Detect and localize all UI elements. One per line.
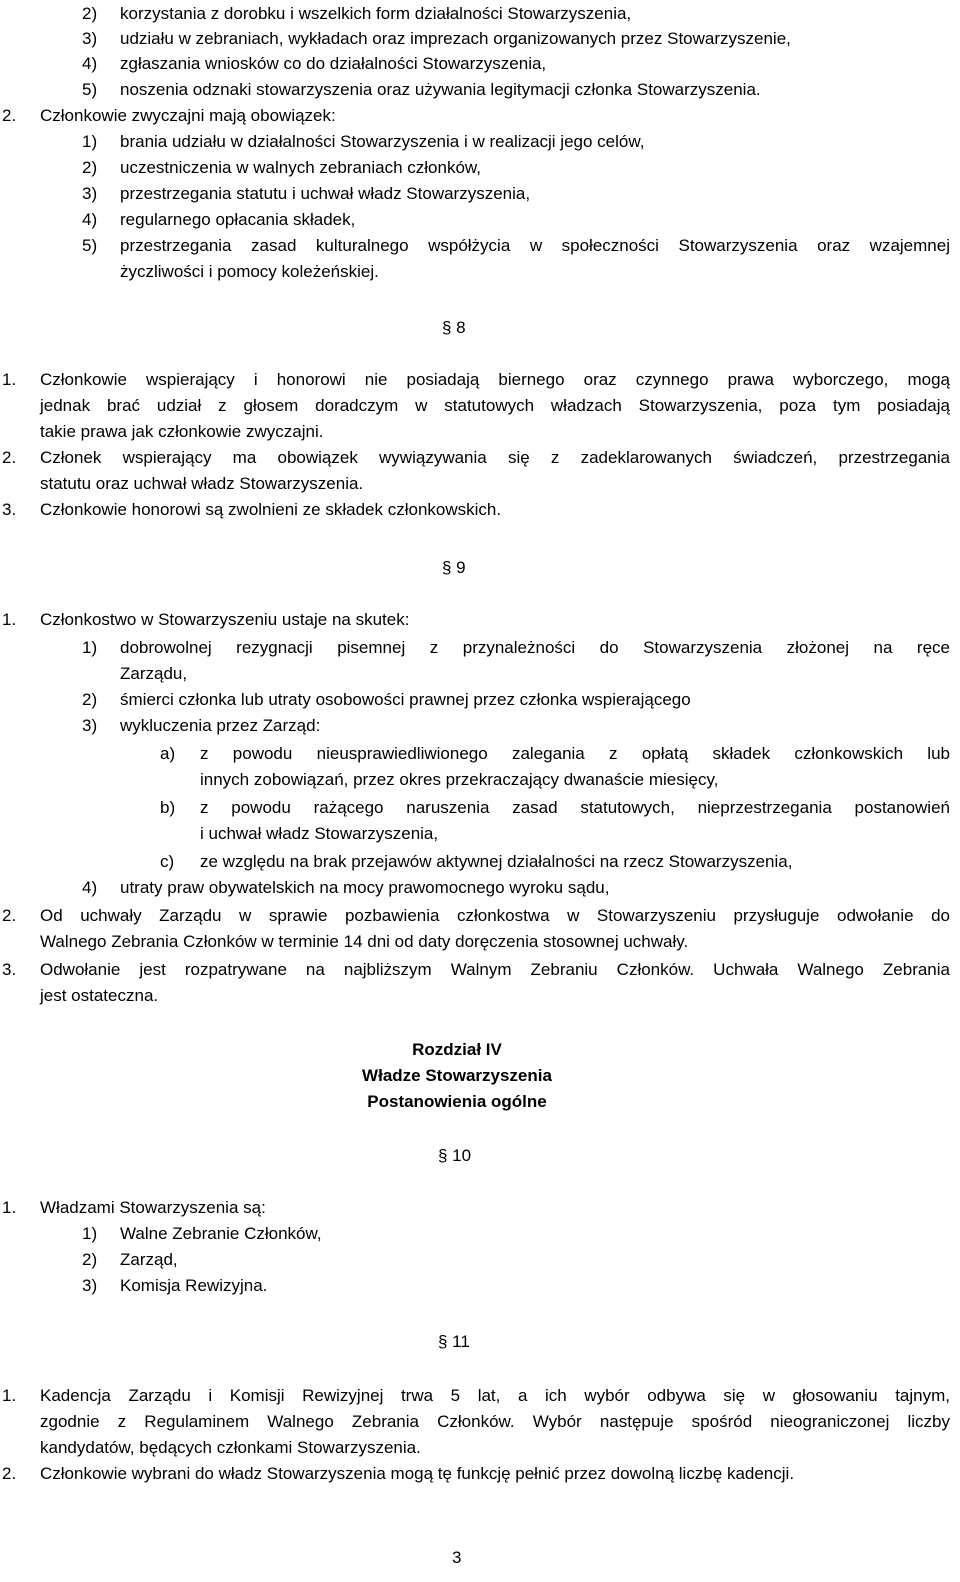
list-item: dobrowolnej rezygnacji pisemnej z przynależności do Stowarzyszenia złożonej na ręce — [120, 638, 950, 657]
list-item: zgłaszania wniosków co do działalności Stowarzyszenia, — [120, 54, 547, 73]
paragraph-text: jednak brać udział z głosem doradczym w statutowych władzach Stowarzyszenia, poza tym posiadają — [40, 396, 950, 415]
list-item: korzystania z dorobku i wszelkich form działalności Stowarzyszenia, — [120, 4, 632, 23]
list-number: 2) — [82, 1250, 98, 1269]
chapter-title: Władze Stowarzyszenia — [362, 1066, 552, 1085]
paragraph-text: statutu oraz uchwał władz Stowarzyszenia. — [40, 474, 364, 493]
sublist-item: z powodu rażącego naruszenia zasad statutowych, nieprzestrzegania postanowień — [200, 798, 950, 817]
sublist-letter: b) — [160, 798, 176, 817]
paragraph-number: 2. — [2, 106, 17, 125]
sublist-item-continuation: innych zobowiązań, przez okres przekraczający dwanaście miesięcy, — [200, 770, 719, 789]
list-item: przestrzegania zasad kulturalnego współżycia w społeczności Stowarzyszenia oraz wzajemnej — [120, 236, 950, 255]
section-heading: § 11 — [438, 1332, 470, 1351]
paragraph-number: 3. — [2, 960, 17, 979]
section-heading: § 10 — [438, 1146, 472, 1165]
list-number: 1) — [82, 132, 98, 151]
page-number: 3 — [452, 1548, 462, 1567]
paragraph-text: Członkowie wspierający i honorowi nie posiadają biernego oraz czynnego prawa wyborczego, mogą — [40, 370, 950, 389]
sublist-letter: a) — [160, 744, 176, 763]
list-item: śmierci członka lub utraty osobowości prawnej przez członka wspierającego — [120, 690, 691, 709]
list-number: 4) — [82, 54, 98, 73]
section-heading: § 9 — [442, 558, 466, 577]
list-number: 2) — [82, 690, 98, 709]
list-number: 4) — [82, 878, 98, 897]
list-number: 1) — [82, 638, 98, 657]
list-number: 2) — [82, 158, 98, 177]
paragraph-number: 1. — [2, 1198, 17, 1217]
sublist-item: z powodu nieusprawiedliwionego zalegania z opłatą składek członkowskich lub — [200, 744, 950, 763]
section-heading: § 8 — [442, 318, 466, 337]
list-item: Walne Zebranie Członków, — [120, 1224, 322, 1243]
paragraph-number: 3. — [2, 500, 17, 519]
list-number: 1) — [82, 1224, 98, 1243]
paragraph-text: Członkowie honorowi są zwolnieni ze składek członkowskich. — [40, 500, 502, 519]
paragraph-number: 2. — [2, 906, 17, 925]
list-number: 3) — [82, 184, 98, 203]
list-item-continuation: życzliwości i pomocy koleżeńskiej. — [120, 262, 379, 281]
sublist-letter: c) — [160, 852, 175, 871]
list-item: brania udziału w działalności Stowarzyszenia i w realizacji jego celów, — [120, 132, 645, 151]
list-number: 3) — [82, 1276, 98, 1295]
chapter-number: Rozdział IV — [412, 1040, 502, 1059]
paragraph-text: zgodnie z Regulaminem Walnego Zebrania Członków. Wybór następuje spośród nieograniczonej liczby — [40, 1412, 950, 1431]
paragraph-number: 1. — [2, 610, 17, 629]
paragraph-text: Członkowie wybrani do władz Stowarzyszenia mogą tę funkcję pełnić przez dowolną liczbę kadencji. — [40, 1464, 795, 1483]
list-number: 3) — [82, 29, 98, 48]
list-item-continuation: Zarządu, — [120, 664, 188, 683]
list-number: 2) — [82, 4, 98, 23]
list-number: 4) — [82, 210, 98, 229]
list-item: wykluczenia przez Zarząd: — [120, 716, 321, 735]
paragraph-text: Władzami Stowarzyszenia są: — [40, 1198, 266, 1217]
paragraph-number: 2. — [2, 1464, 17, 1483]
list-item: noszenia odznaki stowarzyszenia oraz używania legitymacji członka Stowarzyszenia. — [120, 80, 761, 99]
list-number: 5) — [82, 80, 98, 99]
sublist-item: ze względu na brak przejawów aktywnej działalności na rzecz Stowarzyszenia, — [200, 852, 793, 871]
list-item: Komisja Rewizyjna. — [120, 1276, 268, 1295]
paragraph-text: Członek wspierający ma obowiązek wywiązywania się z zadeklarowanych świadczeń, przestrzegania — [40, 448, 950, 467]
list-item: uczestniczenia w walnych zebraniach członków, — [120, 158, 481, 177]
paragraph-number: 1. — [2, 370, 17, 389]
list-item: Zarząd, — [120, 1250, 178, 1269]
paragraph-text: Członkowie zwyczajni mają obowiązek: — [40, 106, 336, 125]
paragraph-text: Od uchwały Zarządu w sprawie pozbawienia członkostwa w Stowarzyszeniu przysługuje odwołanie do — [40, 906, 950, 925]
paragraph-text: Kadencja Zarządu i Komisji Rewizyjnej trwa 5 lat, a ich wybór odbywa się w głosowaniu tajnym, — [40, 1386, 950, 1405]
list-item: regularnego opłacania składek, — [120, 210, 356, 229]
sublist-item-continuation: i uchwał władz Stowarzyszenia, — [200, 824, 439, 843]
list-item: przestrzegania statutu i uchwał władz Stowarzyszenia, — [120, 184, 531, 203]
paragraph-text: kandydatów, będących członkami Stowarzyszenia. — [40, 1438, 421, 1457]
paragraph-text: Odwołanie jest rozpatrywane na najbliższym Walnym Zebraniu Członków. Uchwała Walnego Zebrania — [40, 960, 950, 979]
list-item: utraty praw obywatelskich na mocy prawomocnego wyroku sądu, — [120, 878, 610, 897]
list-number: 5) — [82, 236, 98, 255]
paragraph-text: Walnego Zebrania Członków w terminie 14 dni od daty doręczenia stosownej uchwały. — [40, 932, 689, 951]
paragraph-number: 1. — [2, 1386, 17, 1405]
paragraph-number: 2. — [2, 448, 17, 467]
paragraph-text: Członkostwo w Stowarzyszeniu ustaje na skutek: — [40, 610, 410, 629]
chapter-subtitle: Postanowienia ogólne — [367, 1092, 547, 1111]
list-number: 3) — [82, 716, 98, 735]
list-item: udziału w zebraniach, wykładach oraz imprezach organizowanych przez Stowarzyszenie, — [120, 29, 791, 48]
paragraph-text: jest ostateczna. — [40, 986, 159, 1005]
paragraph-text: takie prawa jak członkowie zwyczajni. — [40, 422, 324, 441]
